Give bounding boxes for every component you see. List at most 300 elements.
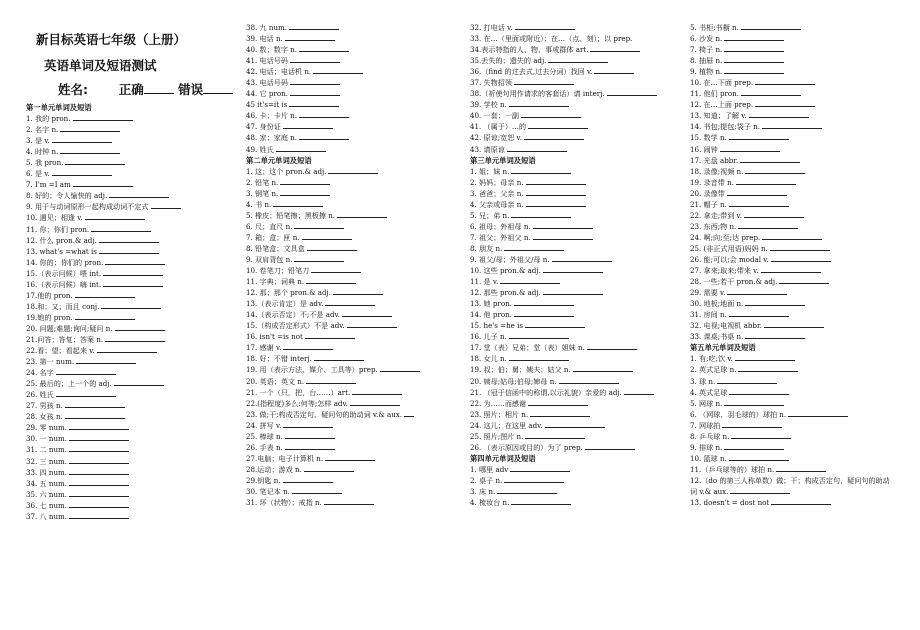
answer-blank[interactable]	[404, 409, 414, 417]
answer-blank[interactable]	[56, 389, 116, 397]
answer-blank[interactable]	[76, 356, 136, 364]
answer-blank[interactable]	[289, 22, 339, 30]
answer-blank[interactable]	[514, 77, 574, 85]
vocab-prompt: 11. 他们 pron.	[690, 89, 740, 99]
vocab-prompt: 23. 照片；相片 n.	[470, 409, 529, 419]
answer-blank[interactable]	[528, 398, 588, 406]
answer-blank[interactable]	[509, 353, 569, 361]
answer-blank[interactable]	[573, 364, 633, 372]
answer-blank[interactable]	[302, 232, 352, 240]
vocab-item	[470, 166, 657, 177]
vocab-item	[246, 398, 420, 409]
vocab-prompt: 10. 在…下面 prep.	[690, 78, 754, 88]
vocab-item	[690, 166, 890, 177]
vocab-item	[690, 188, 890, 199]
answer-blank[interactable]	[533, 232, 593, 240]
answer-blank[interactable]	[115, 323, 165, 331]
vocab-item	[246, 353, 420, 364]
answer-blank[interactable]	[69, 489, 129, 497]
answer-blank[interactable]	[528, 121, 588, 129]
vocab-item	[690, 276, 890, 287]
answer-blank[interactable]	[511, 497, 571, 505]
answer-blank[interactable]	[290, 55, 340, 63]
answer-blank[interactable]	[65, 411, 125, 419]
answer-blank[interactable]	[788, 409, 848, 417]
vocab-prompt: 22. 拿走;带到 v.	[690, 210, 742, 220]
answer-blank[interactable]	[273, 199, 323, 207]
vocab-prompt: 37. 失物招领	[470, 78, 512, 88]
vocab-item	[690, 431, 890, 442]
answer-blank[interactable]	[69, 444, 129, 452]
answer-blank[interactable]	[285, 442, 335, 450]
answer-blank[interactable]	[510, 464, 570, 472]
answer-blank[interactable]	[729, 309, 789, 317]
answer-blank[interactable]	[530, 409, 590, 417]
vocab-prompt: 40. 数；数字 n.	[246, 45, 297, 55]
vocab-item	[26, 444, 181, 455]
answer-blank[interactable]	[292, 486, 342, 494]
answer-blank[interactable]	[289, 99, 339, 107]
vocab-prompt: 12. 在…上面 prep.	[690, 100, 754, 110]
answer-blank[interactable]	[507, 144, 567, 152]
answer-blank[interactable]	[525, 431, 585, 439]
vocab-prompt: 22.(指程度)多么;何等;怎样 adv.	[246, 398, 348, 408]
answer-blank[interactable]	[283, 420, 333, 428]
answer-blank[interactable]	[741, 88, 801, 96]
answer-blank[interactable]	[324, 497, 374, 505]
vocab-prompt: 22.看；望；看起来 v.	[26, 346, 95, 356]
answer-blank[interactable]	[509, 99, 569, 107]
answer-blank[interactable]	[745, 298, 805, 306]
vocab-prompt: 17. 光盘 abbr.	[690, 155, 739, 165]
vocab-prompt: 31. 房间 n.	[690, 310, 727, 320]
vocab-prompt: 14. 他 pron.	[470, 310, 512, 320]
vocab-item	[246, 442, 420, 453]
answer-blank[interactable]	[511, 166, 571, 174]
answer-blank[interactable]	[73, 179, 133, 187]
answer-blank[interactable]	[73, 113, 133, 121]
vocab-item	[470, 331, 657, 342]
answer-blank[interactable]	[65, 400, 125, 408]
vocab-prompt: 5. 网球 n.	[690, 398, 723, 408]
answer-blank[interactable]	[729, 387, 789, 395]
answer-blank[interactable]	[294, 254, 344, 262]
answer-blank[interactable]	[325, 453, 375, 461]
answer-blank[interactable]	[749, 110, 809, 118]
answer-blank[interactable]	[764, 320, 824, 328]
answer-blank[interactable]	[114, 378, 164, 386]
vocab-prompt: 24. 这儿；在这里 adv.	[470, 420, 543, 430]
answer-blank[interactable]	[69, 500, 129, 508]
vocab-item	[690, 121, 890, 132]
vocab-prompt: 19. 叔；伯；舅；姨夫；姑父 n.	[470, 365, 571, 375]
answer-blank[interactable]	[590, 44, 640, 52]
vocab-prompt: 14.（表示否定）不;不是 adv.	[246, 310, 340, 320]
answer-blank[interactable]	[762, 232, 822, 240]
vocab-prompt: 5. 我 pron.	[26, 158, 64, 168]
vocab-prompt: 7. 椅子 n.	[690, 45, 723, 55]
answer-blank[interactable]	[779, 276, 829, 284]
answer-blank[interactable]	[741, 22, 801, 30]
vocab-prompt: 33. 课桌;书桌 n.	[690, 332, 744, 342]
answer-blank[interactable]	[607, 88, 657, 96]
vocab-item	[26, 323, 181, 334]
vocab-prompt: 11. 字典；词典 n.	[246, 277, 305, 287]
answer-blank[interactable]	[337, 210, 387, 218]
vocab-prompt: 39. 学校 n.	[470, 100, 507, 110]
vocab-prompt: 12. 那；那个 pron.& adj.	[246, 288, 331, 298]
vocab-prompt: 8. 铅笔盒；文具盒	[246, 243, 305, 253]
vocab-item	[470, 110, 657, 121]
answer-blank[interactable]	[724, 55, 784, 63]
answer-blank[interactable]	[515, 22, 575, 30]
vocab-item	[26, 124, 181, 135]
answer-blank[interactable]	[314, 353, 364, 361]
vocab-item	[470, 254, 657, 265]
answer-blank[interactable]	[521, 110, 581, 118]
vocab-prompt: 41. 电话号码	[246, 56, 288, 66]
answer-blank[interactable]	[60, 124, 120, 132]
answer-blank[interactable]	[347, 320, 397, 328]
vocab-prompt: 29. 需要 v.	[690, 288, 726, 298]
vocab-item	[246, 431, 420, 442]
answer-blank[interactable]	[299, 110, 349, 118]
answer-blank[interactable]	[524, 132, 584, 140]
vocab-item	[246, 475, 420, 486]
vocab-item	[470, 475, 657, 486]
answer-blank[interactable]	[91, 224, 151, 232]
answer-blank[interactable]	[151, 201, 181, 209]
section-heading-text: 第三单元单词及短语	[470, 155, 536, 165]
vocab-prompt: 21. 帽子 n.	[690, 199, 727, 209]
answer-blank[interactable]	[285, 33, 335, 41]
answer-blank[interactable]	[276, 144, 326, 152]
vocab-item	[26, 345, 181, 356]
vocab-prompt: 16. isn't =is not	[246, 332, 303, 342]
answer-blank[interactable]	[497, 486, 557, 494]
vocab-item	[246, 287, 420, 298]
answer-blank[interactable]	[514, 309, 574, 317]
vocab-item	[690, 309, 890, 320]
vocab-prompt: 13. 知道；了解 v.	[690, 111, 747, 121]
vocab-prompt: 6. （网球、羽毛球的）球拍 n.	[690, 409, 787, 419]
answer-blank[interactable]	[526, 177, 586, 185]
vocab-prompt: 24. 名字	[26, 368, 54, 378]
answer-blank[interactable]	[729, 199, 789, 207]
answer-blank[interactable]	[294, 221, 344, 229]
answer-blank[interactable]	[548, 55, 608, 63]
answer-blank[interactable]	[60, 146, 120, 154]
answer-blank[interactable]	[738, 221, 798, 229]
vocab-prompt: 15. 数学 n.	[690, 133, 727, 143]
vocab-prompt: 38.（祈使句用作请求的客套话）请 interj.	[470, 89, 605, 99]
vocab-item	[470, 121, 657, 132]
section-heading-text: 第五单元单词及短语	[690, 343, 756, 353]
vocab-item	[690, 475, 890, 486]
vocab-item	[470, 442, 657, 453]
answer-blank[interactable]	[313, 66, 363, 74]
answer-blank[interactable]	[509, 331, 569, 339]
vocab-item	[26, 246, 181, 257]
vocab-prompt: 43. 请原谅	[470, 144, 505, 154]
vocab-prompt: 32. 打电话 v.	[470, 23, 513, 32]
answer-blank[interactable]	[744, 210, 804, 218]
vocab-item	[26, 500, 181, 511]
vocab-item	[26, 511, 181, 522]
vocab-prompt: 17. 堂（表）兄弟；堂（表）姐妹 n.	[470, 343, 585, 353]
vocab-item	[690, 331, 890, 342]
vocab-item	[690, 486, 890, 497]
answer-blank[interactable]	[99, 235, 159, 243]
vocab-item	[26, 478, 181, 489]
vocab-prompt: 1. 这；这个 pron.& adj.	[246, 166, 327, 176]
answer-blank[interactable]	[533, 221, 593, 229]
column-2	[246, 22, 420, 508]
vocab-prompt: 8. 朋友 n.	[470, 243, 503, 253]
answer-blank[interactable]	[283, 342, 333, 350]
answer-blank[interactable]	[717, 376, 777, 384]
answer-blank[interactable]	[500, 276, 560, 284]
answer-blank[interactable]	[69, 478, 129, 486]
answer-blank[interactable]	[526, 188, 586, 196]
vocab-prompt: 9. 植物 n.	[690, 67, 723, 77]
vocab-prompt: 9. 排球 n.	[690, 442, 723, 452]
vocab-prompt: 10. 卷笔刀；铅笔刀	[246, 266, 310, 276]
answer-blank[interactable]	[290, 77, 340, 85]
answer-blank[interactable]	[69, 456, 129, 464]
vocab-prompt: 39. 电话 n.	[246, 34, 283, 44]
answer-blank[interactable]	[69, 467, 129, 475]
vocab-prompt: 5. 书柜;书橱 n.	[690, 23, 739, 32]
answer-blank[interactable]	[103, 279, 163, 287]
answer-blank[interactable]	[105, 334, 165, 342]
section-heading	[26, 102, 181, 113]
answer-blank[interactable]	[776, 464, 826, 472]
answer-blank[interactable]	[738, 364, 798, 372]
answer-blank[interactable]	[504, 475, 564, 483]
answer-blank[interactable]	[306, 376, 356, 384]
answer-blank[interactable]	[526, 199, 586, 207]
vocab-item	[690, 453, 890, 464]
vocab-item	[470, 77, 657, 88]
answer-blank[interactable]	[740, 155, 800, 163]
answer-blank[interactable]	[328, 166, 378, 174]
vocab-prompt: 32. 电视;电视机 abbr.	[690, 321, 762, 331]
answer-blank[interactable]	[724, 33, 784, 41]
answer-blank[interactable]	[722, 420, 782, 428]
vocab-item	[470, 464, 657, 475]
vocab-item	[246, 77, 420, 88]
vocab-prompt: 31. 二 num.	[26, 445, 68, 455]
vocab-prompt: 12.（do 的第三人称单数）做；干；构成否定句、疑问句的助动	[690, 475, 890, 485]
vocab-prompt: 27. 拿来;取来;带来 v.	[690, 266, 759, 276]
correct-blank[interactable]	[144, 82, 174, 94]
answer-blank[interactable]	[342, 309, 392, 317]
answer-blank[interactable]	[585, 442, 635, 450]
vocab-item	[26, 378, 181, 389]
wrong-blank[interactable]	[203, 82, 233, 94]
vocab-item	[246, 221, 420, 232]
answer-blank[interactable]	[771, 497, 831, 505]
vocab-prompt: 49. 姓氏	[246, 144, 274, 154]
vocab-prompt: 16. 儿子 n.	[470, 332, 507, 342]
vocab-prompt: 7. 箱；盒；匣 n.	[246, 232, 300, 242]
vocab-item	[690, 265, 890, 276]
answer-blank[interactable]	[56, 367, 116, 375]
answer-blank[interactable]	[771, 254, 831, 262]
vocab-item	[470, 376, 657, 387]
vocab-item	[26, 290, 181, 301]
vocab-item	[470, 497, 657, 508]
section-heading	[246, 155, 420, 166]
vocab-prompt: 6. 是 v.	[26, 169, 50, 179]
vocab-prompt: 8. 抽屉 n.	[690, 56, 723, 66]
answer-blank[interactable]	[504, 243, 564, 251]
answer-blank[interactable]	[755, 99, 815, 107]
answer-blank[interactable]	[75, 312, 135, 320]
answer-blank[interactable]	[543, 265, 603, 273]
answer-blank[interactable]	[311, 265, 361, 273]
vocab-prompt: 24. 啊;向;至;达 prep.	[690, 232, 761, 242]
answer-blank[interactable]	[304, 464, 354, 472]
answer-blank[interactable]	[306, 276, 356, 284]
vocab-item	[470, 409, 657, 420]
vocab-prompt: 45 it's=it is	[246, 100, 288, 110]
answer-blank[interactable]	[299, 44, 349, 52]
vocab-item	[246, 199, 420, 210]
answer-blank[interactable]	[85, 212, 145, 220]
answer-blank[interactable]	[624, 387, 654, 395]
answer-blank[interactable]	[755, 77, 815, 85]
answer-blank[interactable]	[97, 345, 157, 353]
answer-blank[interactable]	[290, 88, 340, 96]
answer-blank[interactable]	[729, 132, 789, 140]
answer-blank[interactable]	[729, 453, 789, 461]
answer-blank[interactable]	[543, 287, 603, 295]
answer-blank[interactable]	[305, 331, 355, 339]
answer-blank[interactable]	[514, 298, 574, 306]
vocab-prompt: 34. 五 num.	[26, 478, 68, 488]
answer-blank[interactable]	[724, 442, 784, 450]
answer-blank[interactable]	[724, 66, 784, 74]
answer-blank[interactable]	[307, 243, 357, 251]
answer-blank[interactable]	[69, 433, 129, 441]
vocab-prompt: 26. 手表 n.	[246, 442, 283, 452]
answer-blank[interactable]	[350, 398, 400, 406]
answer-blank[interactable]	[727, 188, 787, 196]
name-label: 姓名:	[58, 82, 88, 97]
vocab-prompt: 14. 书包;提包;袋子 n.	[690, 122, 760, 132]
answer-blank[interactable]	[99, 246, 159, 254]
vocab-prompt: 10. 篮球 n.	[690, 453, 727, 463]
answer-blank[interactable]	[730, 486, 790, 494]
answer-blank[interactable]	[299, 132, 349, 140]
answer-blank[interactable]	[333, 287, 383, 295]
vocab-item	[246, 376, 420, 387]
answer-blank[interactable]	[724, 44, 784, 52]
vocab-prompt: 3. 床 n.	[470, 486, 496, 496]
vocab-item	[26, 422, 181, 433]
vocab-prompt: 1. 我的 pron.	[26, 114, 71, 124]
vocab-item	[470, 287, 657, 298]
vocab-item	[26, 257, 181, 268]
vocab-item	[470, 144, 657, 155]
vocab-item	[470, 177, 657, 188]
vocab-prompt: 19.她的 pron.	[26, 312, 73, 322]
answer-blank[interactable]	[380, 364, 420, 372]
answer-blank[interactable]	[724, 398, 784, 406]
vocab-prompt: 36.（find 的过去式,过去分词）找回 v.	[470, 67, 593, 77]
answer-blank[interactable]	[525, 320, 585, 328]
answer-blank[interactable]	[103, 268, 163, 276]
answer-blank[interactable]	[52, 135, 112, 143]
answer-blank[interactable]	[745, 331, 805, 339]
answer-blank[interactable]	[101, 301, 161, 309]
vocab-prompt: 25. 照片;图片 n.	[470, 431, 524, 441]
answer-blank[interactable]	[736, 177, 796, 185]
section-heading	[470, 453, 657, 464]
answer-blank[interactable]	[352, 387, 402, 395]
answer-blank[interactable]	[285, 431, 335, 439]
answer-blank[interactable]	[727, 287, 787, 295]
vocab-prompt: 6. 祖母；外祖母 n.	[470, 221, 531, 231]
vocab-item	[26, 168, 181, 179]
vocab-item	[470, 320, 657, 331]
vocab-item	[470, 44, 657, 55]
answer-blank[interactable]	[762, 121, 822, 129]
vocab-prompt: 31. 环（状物）；戒指 n.	[246, 498, 322, 508]
answer-blank[interactable]	[283, 475, 333, 483]
vocab-prompt: 3. 钢笔 n.	[246, 188, 279, 198]
answer-blank[interactable]	[109, 190, 169, 198]
answer-blank[interactable]	[325, 298, 375, 306]
answer-blank[interactable]	[69, 422, 129, 430]
vocab-item	[470, 221, 657, 232]
answer-blank[interactable]	[545, 420, 605, 428]
section-heading	[470, 155, 657, 166]
vocab-prompt: 9. 祖父/母；外祖父/母 n.	[470, 254, 550, 264]
answer-blank[interactable]	[761, 265, 821, 273]
answer-blank[interactable]	[731, 431, 791, 439]
vocab-prompt: 18. 女儿 n.	[470, 354, 507, 364]
answer-blank[interactable]	[280, 188, 330, 196]
vocab-item	[26, 212, 181, 223]
answer-blank[interactable]	[559, 376, 619, 384]
answer-blank[interactable]	[511, 210, 571, 218]
vocab-prompt: 4. 父亲或母亲 n.	[470, 199, 524, 209]
vocab-item	[470, 276, 657, 287]
answer-blank[interactable]	[770, 243, 830, 251]
answer-blank[interactable]	[75, 290, 135, 298]
vocab-item	[246, 453, 420, 464]
answer-blank[interactable]	[594, 66, 634, 74]
answer-blank[interactable]	[552, 254, 612, 262]
vocab-item	[470, 232, 657, 243]
answer-blank[interactable]	[65, 157, 125, 165]
answer-blank[interactable]	[720, 144, 780, 152]
answer-blank[interactable]	[280, 177, 330, 185]
answer-blank[interactable]	[105, 257, 165, 265]
answer-blank[interactable]	[283, 121, 333, 129]
vocab-item	[246, 243, 420, 254]
answer-blank[interactable]	[735, 353, 795, 361]
answer-blank[interactable]	[69, 511, 129, 519]
vocab-prompt: 5. 橡皮；铅笔擦；黑板擦 n.	[246, 210, 336, 220]
answer-blank[interactable]	[587, 342, 637, 350]
answer-blank[interactable]	[52, 168, 112, 176]
answer-blank[interactable]	[745, 166, 805, 174]
vocab-prompt: 23. 东西;物 n.	[690, 221, 737, 231]
